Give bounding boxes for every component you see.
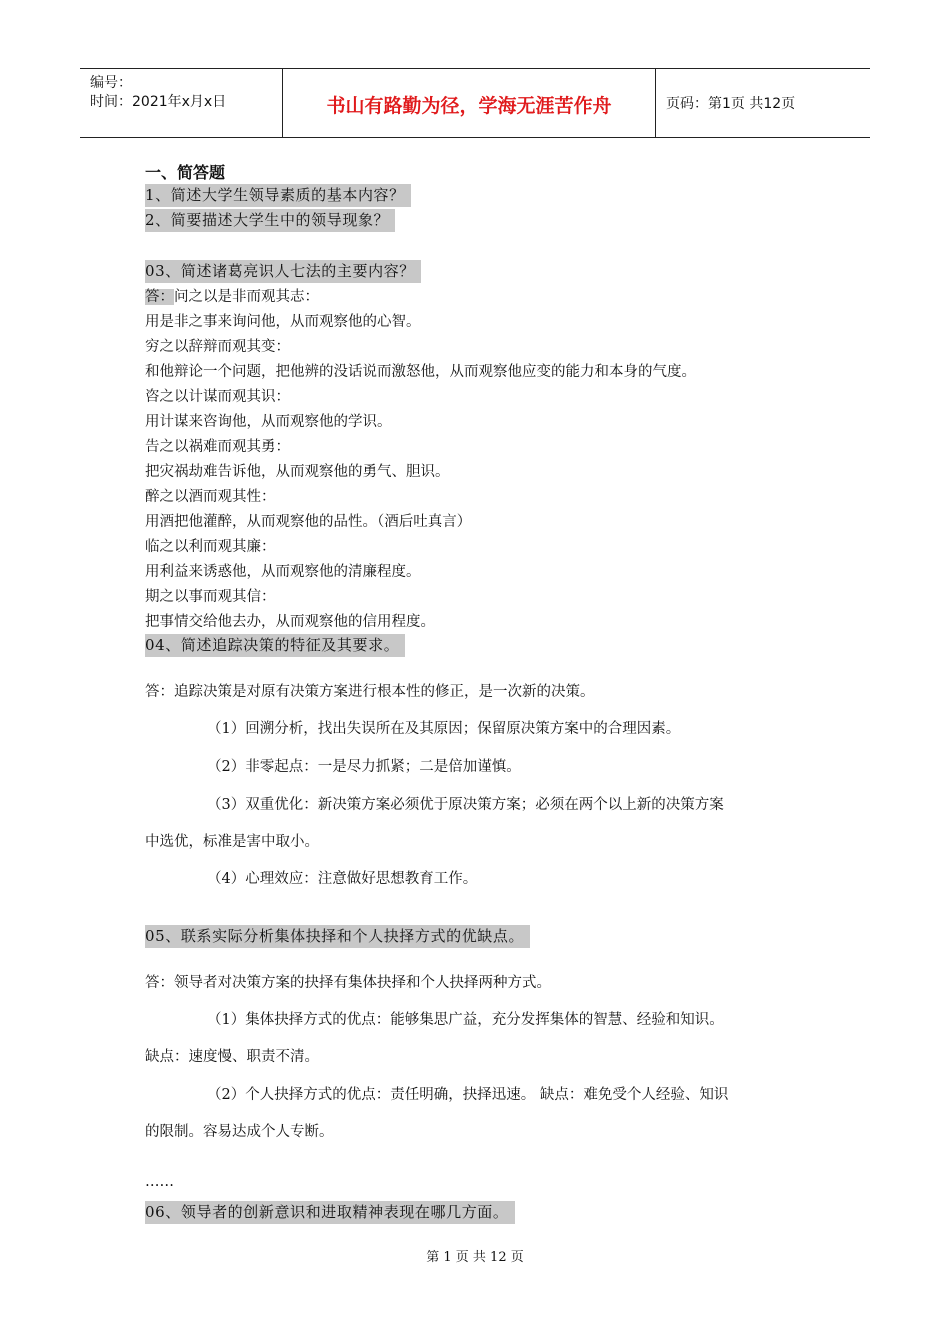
header-motto: 书山有路勤为径，学海无涯苦作舟 xyxy=(326,95,612,117)
answer-3-line: 咨之以计谋而观其识： xyxy=(145,389,290,405)
answer-5-point-cont: 的限制。容易达成个人专断。 xyxy=(145,1124,334,1140)
answer-3-line: 把灾祸劫难告诉他，从而观察他的勇气、胆识。 xyxy=(145,464,450,480)
question-3: 03、简述诸葛亮识人七法的主要内容？ xyxy=(145,260,421,283)
answer-3-line: 和他辩论一个问题，把他辨的没话说而激怒他，从而观察他应变的能力和本身的气度。 xyxy=(145,364,696,380)
question-5: 05、联系实际分析集体抉择和个人抉择方式的优缺点。 xyxy=(145,925,530,948)
answer-5-point: （2）个人抉择方式的优点：责任明确，抉择迅速。 缺点：难免受个人经验、知识 xyxy=(207,1087,729,1103)
answer-3-line: 醉之以酒而观其性： xyxy=(145,489,276,505)
serial-label: 编号： xyxy=(90,75,132,91)
answer-mark: 答： xyxy=(145,289,174,305)
answer-3-line: 临之以利而观其廉： xyxy=(145,539,276,555)
page-header xyxy=(80,68,870,138)
answer-3-line: 告之以祸难而观其勇： xyxy=(145,439,290,455)
header-motto-cell xyxy=(283,69,656,137)
answer-3-line: 把事情交给他去办，从而观察他的信用程度。 xyxy=(145,614,435,630)
answer-4-point: （3）双重优化：新决策方案必须优于原决策方案；必须在两个以上新的决策方案 xyxy=(207,797,724,813)
page-footer: 第 1 页 共 12 页 xyxy=(426,1250,524,1265)
question-4: 04、简述追踪决策的特征及其要求。 xyxy=(145,634,405,657)
answer-3-line: 穷之以辞辩而观其变： xyxy=(145,339,290,355)
time-label: 时间：2021年x月x日 xyxy=(90,94,227,110)
ellipsis: …… xyxy=(145,1174,174,1190)
answer-3-line: 用酒把他灌醉，从而观察他的品性。（酒后吐真言） xyxy=(145,514,472,530)
answer-4-intro: 答：追踪决策是对原有决策方案进行根本性的修正，是一次新的决策。 xyxy=(145,684,595,700)
answer-4-point: （1）回溯分析，找出失误所在及其原因；保留原决策方案中的合理因素。 xyxy=(207,721,681,737)
answer-3-line: 答：问之以是非而观其志： xyxy=(145,289,319,305)
answer-3-line: 用是非之事来询问他，从而观察他的心智。 xyxy=(145,314,421,330)
answer-4-point: （4）心理效应：注意做好思想教育工作。 xyxy=(207,871,478,887)
question-2: 2、简要描述大学生中的领导现象？ xyxy=(145,209,395,232)
header-meta-cell xyxy=(80,69,283,137)
answer-4-point: （2）非零起点：一是尽力抓紧；二是倍加谨慎。 xyxy=(207,759,521,775)
answer-4-point-cont: 中选优，标准是害中取小。 xyxy=(145,834,319,850)
header-page-info: 页码：第1页 共12页 xyxy=(666,96,796,112)
answer-5-point: （1）集体抉择方式的优点：能够集思广益，充分发挥集体的智慧、经验和知识。 xyxy=(207,1012,724,1028)
answer-3-line: 用利益来诱惑他，从而观察他的清廉程度。 xyxy=(145,564,421,580)
answer-3-line: 用计谋来咨询他，从而观察他的学识。 xyxy=(145,414,392,430)
question-1: 1、简述大学生领导素质的基本内容？ xyxy=(145,184,411,207)
header-page-cell xyxy=(656,69,870,137)
answer-5-point-cont: 缺点：速度慢、职责不清。 xyxy=(145,1049,319,1065)
question-6: 06、领导者的创新意识和进取精神表现在哪几方面。 xyxy=(145,1201,515,1224)
answer-3-line: 期之以事而观其信： xyxy=(145,589,276,605)
answer-5-intro: 答：领导者对决策方案的抉择有集体抉择和个人抉择两种方式。 xyxy=(145,975,551,991)
section-title: 一、简答题 xyxy=(145,163,226,182)
